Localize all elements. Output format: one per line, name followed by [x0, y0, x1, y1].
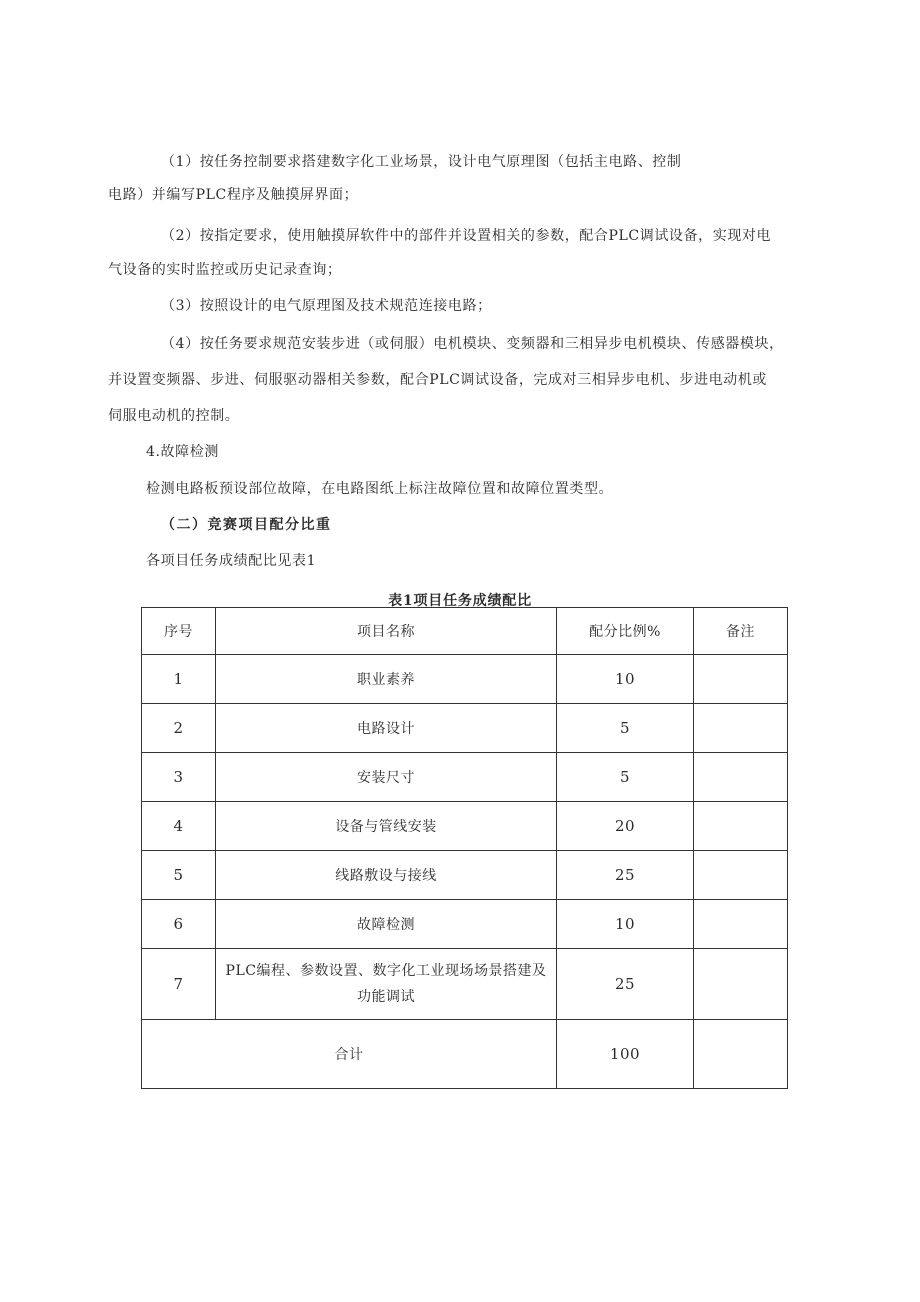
header-name: 项目名称 [216, 608, 557, 655]
total-note [694, 1020, 788, 1089]
section-intro: 各项目任务成绩配比见表1 [146, 553, 317, 569]
row-note [694, 802, 788, 851]
row-note [694, 949, 788, 1020]
table-row [142, 704, 788, 753]
row-name: 职业素养 [216, 655, 557, 704]
row-ratio: 10 [557, 655, 694, 704]
row-ratio: 25 [557, 949, 694, 1020]
row-ratio: 5 [557, 704, 694, 753]
table-row [142, 851, 788, 900]
row-seq: 1 [142, 655, 216, 704]
score-ratio-table [141, 607, 788, 1089]
row-ratio: 10 [557, 900, 694, 949]
row-seq: 5 [142, 851, 216, 900]
row-name: 电路设计 [216, 704, 557, 753]
paragraph-4-line-1: （4）按任务要求规范安装步进（或伺服）电机模块、变频器和三相异步电机模块、传感器模块， [161, 336, 784, 352]
table-row [142, 802, 788, 851]
row-seq: 3 [142, 753, 216, 802]
table-total-row [142, 1020, 788, 1089]
row-note [694, 704, 788, 753]
row-note [694, 753, 788, 802]
paragraph-2-line-2: 气设备的实时监控或历史记录查询； [108, 262, 342, 278]
table-row [142, 949, 788, 1020]
row-ratio: 20 [557, 802, 694, 851]
row-note [694, 655, 788, 704]
row-name: 线路敷设与接线 [216, 851, 557, 900]
row-name: 故障检测 [216, 900, 557, 949]
total-label: 合计 [142, 1020, 557, 1089]
row-seq: 6 [142, 900, 216, 949]
paragraph-4-line-2: 并设置变频器、步进、伺服驱动器相关参数，配合PLC调试设备，完成对三相异步电机、步进电动机或 [108, 372, 768, 388]
paragraph-1-line-1: （1）按任务控制要求搭建数字化工业场景，设计电气原理图（包括主电路、控制 [161, 154, 682, 170]
row-name: 安装尺寸 [216, 753, 557, 802]
row-note [694, 851, 788, 900]
row-seq: 2 [142, 704, 216, 753]
table-row [142, 753, 788, 802]
header-ratio: 配分比例% [557, 608, 694, 655]
row-seq: 7 [142, 949, 216, 1020]
section-heading: （二）竞赛项目配分比重 [161, 517, 332, 533]
header-seq: 序号 [142, 608, 216, 655]
paragraph-3: （3）按照设计的电气原理图及技术规范连接电路； [161, 298, 492, 314]
row-ratio: 25 [557, 851, 694, 900]
row-name-line-2: 功能调试 [357, 989, 415, 1005]
paragraph-4-line-3: 伺服电动机的控制。 [108, 408, 240, 424]
table-caption: 表1项目任务成绩配比 [388, 593, 532, 609]
paragraph-2-line-1: （2）按指定要求，使用触摸屏软件中的部件并设置相关的参数，配合PLC调试设备，实现对电 [161, 228, 772, 244]
table-header-row [142, 608, 788, 655]
fault-text: 检测电路板预设部位故障，在电路图纸上标注故障位置和故障位置类型。 [146, 481, 614, 497]
table-row [142, 655, 788, 704]
row-name: 设备与管线安装 [216, 802, 557, 851]
row-note [694, 900, 788, 949]
fault-heading: 4.故障检测 [146, 444, 219, 460]
table-row [142, 900, 788, 949]
paragraph-1-line-2: 电路）并编写PLC程序及触摸屏界面； [108, 187, 359, 203]
header-note: 备注 [694, 608, 788, 655]
row-ratio: 5 [557, 753, 694, 802]
row-name-line-1: PLC编程、参数设置、数字化工业现场场景搭建及 [225, 963, 547, 979]
row-seq: 4 [142, 802, 216, 851]
total-ratio: 100 [557, 1020, 694, 1089]
row-name [216, 949, 557, 1020]
